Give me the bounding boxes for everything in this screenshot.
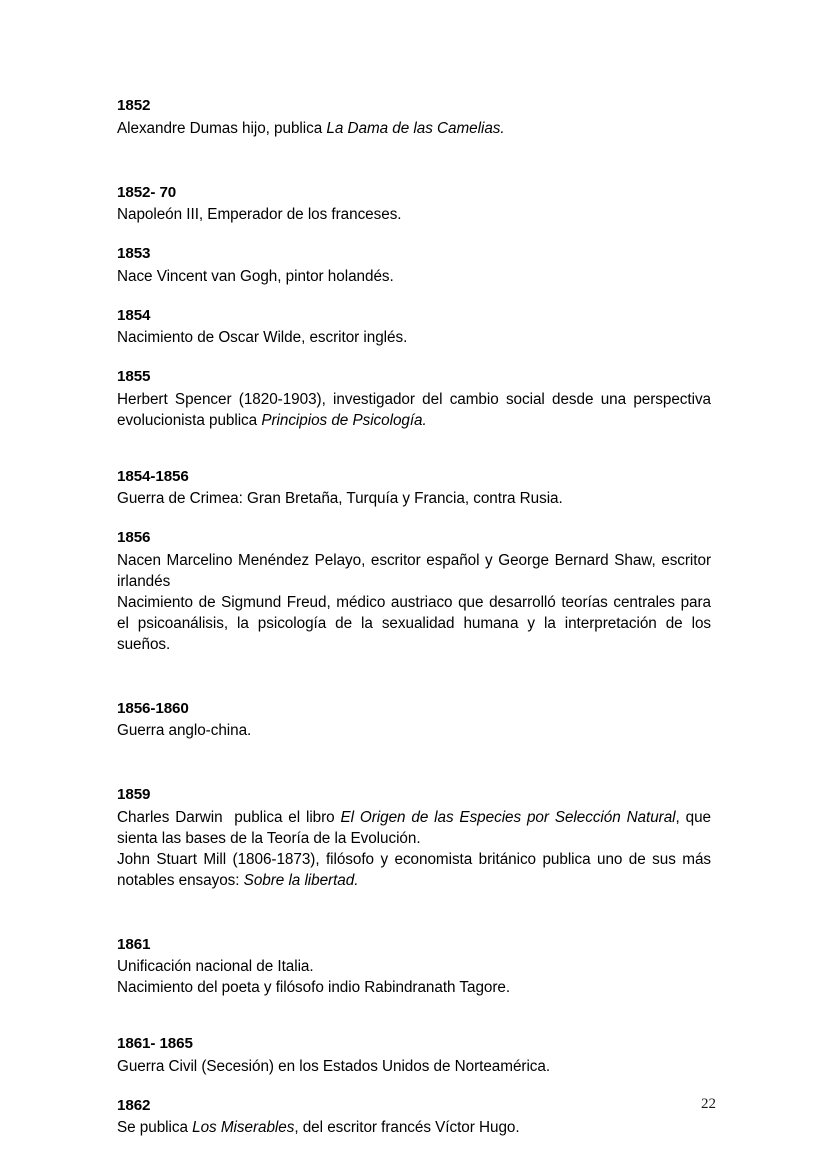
- body-text: Napoleón III, Emperador de los franceses.: [117, 206, 402, 223]
- body-text: Guerra anglo-china.: [117, 722, 252, 739]
- body-text: John Stuart Mill (1806-1873), filósofo y economista británico publica uno de sus más notables ensayos:: [117, 850, 711, 889]
- entry-paragraph: [117, 1117, 711, 1138]
- entry-paragraph: [117, 118, 711, 139]
- timeline-entries-list: [117, 96, 711, 1157]
- italic-title-text: Sobre la libertad.: [243, 871, 359, 889]
- body-text: Nacimiento de Oscar Wilde, escritor inglés.: [117, 329, 408, 346]
- timeline-entry: [117, 96, 711, 139]
- body-text: Nacimiento del poeta y filósofo indio Rabindranath Tagore.: [117, 979, 511, 996]
- entry-year-heading: 1855: [117, 368, 151, 385]
- timeline-entry: [117, 528, 711, 655]
- entry-paragraph: [117, 204, 711, 225]
- entry-year-heading: 1856: [117, 529, 151, 546]
- body-text: Guerra Civil (Secesión) en los Estados Unidos de Norteamérica.: [117, 1057, 551, 1075]
- italic-title-text: Los Miserables: [192, 1119, 295, 1136]
- timeline-entry: [117, 183, 711, 226]
- entry-paragraph: [117, 807, 711, 849]
- entry-year-heading: 1854: [117, 306, 151, 324]
- timeline-entry: [117, 699, 711, 742]
- entry-year-heading: 1852- 70: [117, 183, 177, 201]
- page-number: 22: [701, 1096, 716, 1112]
- entry-paragraph: [117, 956, 711, 977]
- entry-paragraph: [117, 550, 711, 592]
- entry-year-heading: 1852: [117, 97, 151, 114]
- timeline-entry: [117, 367, 711, 431]
- entry-paragraph: [117, 849, 711, 891]
- body-text: Nacimiento de Sigmund Freud, médico austriaco que desarrolló teorías centrales para el psicoanálisis, la psicología de la sexualidad humana y la interpretación de los sueños.: [117, 593, 711, 653]
- entry-year-heading: 1854-1856: [117, 467, 189, 485]
- entry-year-heading: 1862: [117, 1096, 151, 1114]
- body-text: , que sienta las bases de la Teoría de la Evolución.: [117, 808, 711, 847]
- body-text: Nace Vincent van Gogh, pintor holandés.: [117, 267, 394, 285]
- body-text: Nacen Marcelino Menéndez Pelayo, escritor español y George Bernard Shaw, escritor irlandés: [117, 551, 711, 590]
- body-text: , del escritor francés Víctor Hugo.: [294, 1119, 520, 1136]
- body-text: Alexandre Dumas hijo, publica: [117, 119, 327, 137]
- timeline-entry: [117, 467, 711, 510]
- entry-paragraph: [117, 488, 711, 509]
- entry-paragraph: [117, 266, 711, 287]
- body-text: Charles Darwin publica el libro: [117, 808, 341, 826]
- entry-paragraph: [117, 1056, 711, 1077]
- body-text: Se publica: [117, 1119, 193, 1136]
- timeline-entry: [117, 935, 711, 999]
- entry-paragraph: [117, 977, 711, 998]
- body-text: Unificación nacional de Italia.: [117, 958, 314, 975]
- timeline-entry: [117, 244, 711, 287]
- italic-title-text: El Origen de las Especies por Selección Natural: [340, 808, 676, 826]
- entry-year-heading: 1853: [117, 245, 151, 262]
- entry-paragraph: [117, 389, 711, 431]
- timeline-entry: [117, 785, 711, 891]
- timeline-entry: [117, 1096, 711, 1139]
- body-text: Guerra de Crimea: Gran Bretaña, Turquía y Francia, contra Rusia.: [117, 490, 563, 507]
- entry-paragraph: [117, 720, 711, 741]
- entry-paragraph: [117, 592, 711, 655]
- italic-title-text: Principios de Psicología.: [261, 411, 427, 429]
- entry-paragraph: [117, 327, 711, 348]
- timeline-entry: [117, 1034, 711, 1077]
- timeline-entry: [117, 306, 711, 349]
- entry-year-heading: 1861: [117, 935, 151, 953]
- italic-title-text: La Dama de las Camelias.: [326, 119, 505, 137]
- body-text: Herbert Spencer (1820-1903), investigador del cambio social desde una perspectiva evolucionista publica: [117, 390, 711, 429]
- entry-year-heading: 1861- 1865: [117, 1035, 193, 1052]
- entry-year-heading: 1859: [117, 786, 151, 803]
- entry-year-heading: 1856-1860: [117, 699, 189, 717]
